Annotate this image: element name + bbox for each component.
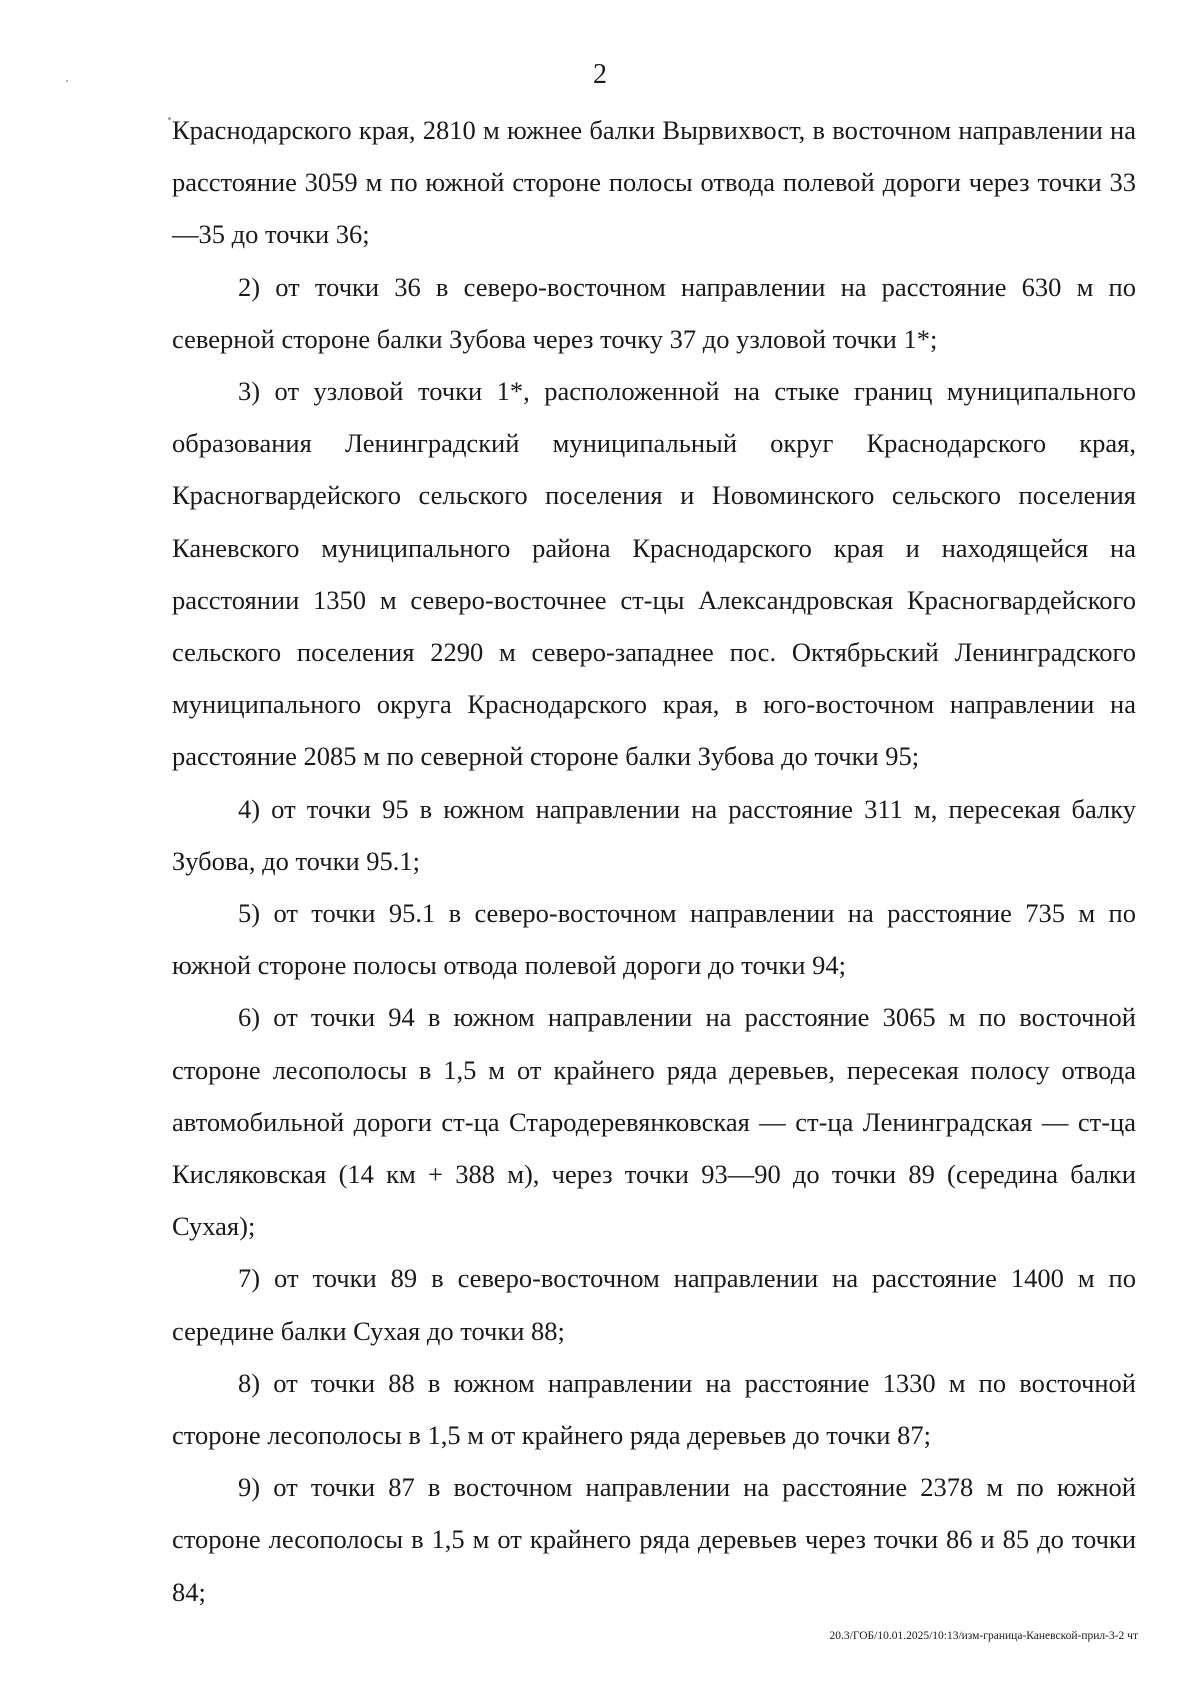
paragraph-item-2: 2) от точки 36 в северо-восточном направлении на расстояние 630 м по северной стороне балки Зубова через точку 37 до узловой точки 1*; xyxy=(172,271,1136,354)
paragraph-continuation: Краснодарского края, 2810 м южнее балки Вырвихвост, в восточном направлении на расстояние 3059 м по южной стороне полосы отвода полевой дороги через точки 33—35 до точки 36; xyxy=(172,115,1136,250)
paragraph-item-4: 4) от точки 95 в южном направлении на расстояние 311 м, пересекая балку Зубова, до точки 95.1; xyxy=(172,793,1136,876)
paragraph-item-5: 5) от точки 95.1 в северо-восточном направлении на расстояние 735 м по южной стороне полосы отвода полевой дороги до точки 94; xyxy=(172,898,1136,981)
document-body xyxy=(172,104,1136,1618)
scan-speck xyxy=(168,117,171,120)
paragraph-item-9: 9) от точки 87 в восточном направлении на расстояние 2378 м по южной стороне лесополосы в 1,5 м от крайнего ряда деревьев через точки 86 и 85 до точки 84; xyxy=(172,1472,1136,1607)
paragraph-item-7: 7) от точки 89 в северо-восточном направлении на расстояние 1400 м по середине балки Сухая до точки 88; xyxy=(172,1263,1136,1346)
paragraph-item-8: 8) от точки 88 в южном направлении на расстояние 1330 м по восточной стороне лесополосы в 1,5 м от крайнего ряда деревьев до точки 87; xyxy=(172,1367,1136,1451)
page-number: 2 xyxy=(593,59,607,90)
scan-speck xyxy=(66,80,68,82)
paragraph-item-3: 3) от узловой точки 1*, расположенной на стыке границ муниципального образования Ленинградский муниципальный округ Краснодарского края, Красногвардейского сельского поселения и Новоминского сельского поселения Каневского муниципального района Краснодарского края и находящейся на расстоянии 1350 м северо-восточнее ст-цы Александровская Красногвардейского сельского поселения 2290 м северо-западнее пос. Октябрьский Ленинградского муниципального округа Краснодарского края, в юго-восточном направлении на расстояние 2085 м по северной стороне балки Зубова до точки 95; xyxy=(172,376,1136,772)
footer-document-code: 20.3/ГОБ/10.01.2025/10:13/изм-граница-Каневской-прил-3-2 чт xyxy=(829,1630,1138,1642)
paragraph-item-6: 6) от точки 94 в южном направлении на расстояние 3065 м по восточной стороне лесополосы в 1,5 м от крайнего ряда деревьев, пересекая полосу отвода автомобильной дороги ст-ца Стародеревянковская — ст-ца Ленинградская — ст-ца Кисляковская (14 км + 388 м), через точки 93—90 до точки 89 (середина балки Сухая); xyxy=(172,1002,1136,1242)
